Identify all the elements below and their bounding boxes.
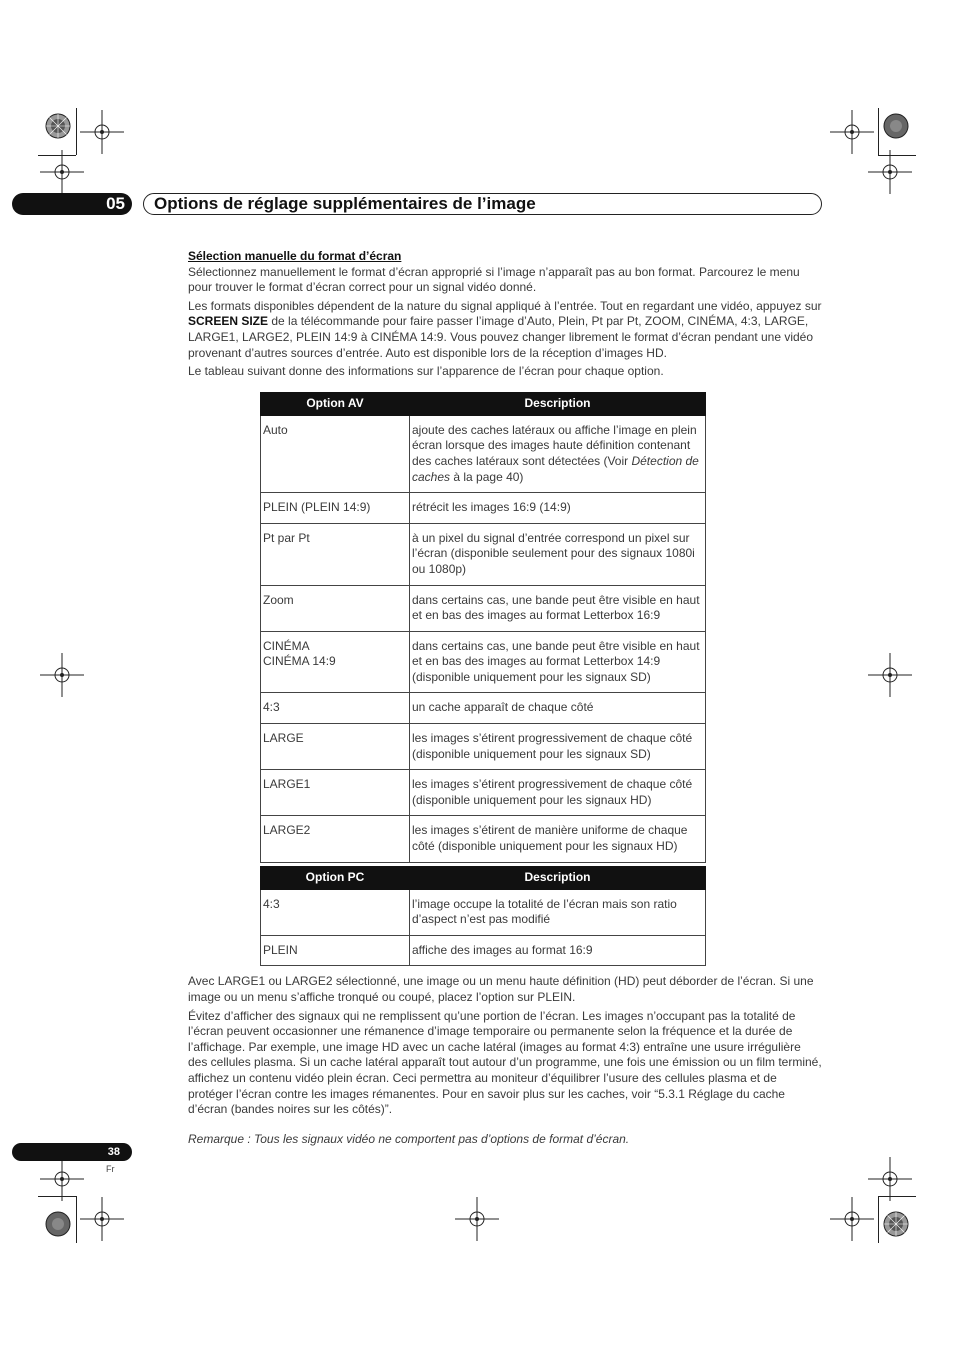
av-option-header: Option AV (261, 392, 410, 415)
description-text: à la page 40) (450, 469, 524, 484)
table-row (261, 415, 706, 492)
description-cell: l’image occupe la totalité de l’écran mais son ratio d’aspect n’est pas modifié (410, 889, 706, 935)
option-cell (261, 631, 410, 693)
registration-mark-icon (40, 150, 84, 194)
description-cell: les images s’étirent de manière uniforme de chaque côté (disponible uniquement pour les signaux HD) (410, 816, 706, 862)
table-row (261, 935, 706, 966)
table-row (261, 523, 706, 585)
registration-mark-icon (830, 1197, 874, 1241)
table-row (261, 889, 706, 935)
table-row (261, 770, 706, 816)
intro-paragraph: Sélectionnez manuellement le format d’écran approprié si l’image n’apparaît pas au bon format. Parcourez le menu pour trouver le format d’écran correct pour un signal vidéo donné. (188, 264, 800, 295)
burn-in-paragraph: Évitez d’afficher des signaux qui ne remplissent qu’une portion de l’écran. Les images n’occupant pas la totalité de l’écran peuvent occasionner une rémanence d’image temporaire ou permanente selon la fréquence et la durée de l’affichage. Par exemple, une image HD avec un cache latéral (images au format 4:3) entraîne une usure irrégulière des cellules plasma. Si un cache latéral apparaît tout autour d’un programme, une fois une émission ou un film terminé, affichez un contenu vidéo plein écran. Ceci permettra au moniteur d’équilibrer l’usure des cellules plasma et de protéger l’écran contre les images rémanentes. Pour en savoir plus sur les caches, voir “5.3.1 Réglage du cache d’écran (bandes noires sur les côtés)”. (188, 1008, 822, 1117)
option-cell: 4:3 (261, 693, 410, 724)
starburst-target-icon (44, 112, 72, 140)
description-cell: les images s’étirent progressivement de chaque côté (disponible uniquement pour les signaux HD) (410, 770, 706, 816)
section-title: Sélection manuelle du format d’écran (188, 249, 402, 263)
option-cell: Pt par Pt (261, 523, 410, 585)
table-row (261, 693, 706, 724)
formats-text-after: de la télécommande pour faire passer l’image d’Auto, Plein, Pt par Pt, ZOOM, CINÉMA, 4:3, LARGE, LARGE1, LARGE2, PLEIN 14:9 à CINÉMA 14:9. Vous pouvez changer librement le format d’écran pendant une vidéo provenant d’autres sources d’entrée. Auto est disponible lors de la réception d’images HD. (188, 314, 814, 360)
main-content (188, 249, 822, 1150)
option-cell: LARGE1 (261, 770, 410, 816)
gray-disc-icon (882, 112, 910, 140)
registration-mark-icon (40, 1157, 84, 1201)
pc-description-header: Description (410, 866, 706, 889)
registration-mark-icon (455, 1197, 499, 1241)
description-text: ajoute des caches latéraux ou affiche l’image en plein écran lorsque des images haute définition contenant des caches latéraux sont détectées (Voir (412, 422, 697, 468)
registration-mark-icon (868, 150, 912, 194)
remark-note: Remarque : Tous les signaux vidéo ne comportent pas d’options de format d’écran. (188, 1131, 630, 1146)
chapter-title: Options de réglage supplémentaires de l’image (143, 193, 822, 215)
av-options-table (260, 392, 706, 863)
overflow-paragraph: Avec LARGE1 ou LARGE2 sélectionné, une image ou un menu haute définition (HD) peut déborder de l’écran. Si une image ou un menu s’affiche tronqué ou coupé, placez l’option sur PLEIN. (188, 974, 814, 1004)
option-cell: PLEIN (261, 935, 410, 966)
pc-option-header: Option PC (261, 866, 410, 889)
pc-options-table (260, 866, 706, 967)
cross-reference-text: Détection de caches (412, 453, 699, 484)
table-intro-paragraph: Le tableau suivant donne des informations sur l’apparence de l’écran pour chaque option. (188, 364, 664, 379)
option-cell: 4:3 (261, 889, 410, 935)
page-number: 38 (12, 1143, 132, 1161)
registration-mark-icon (868, 1157, 912, 1201)
registration-mark-icon (80, 110, 124, 154)
formats-text-before: Les formats disponibles dépendent de la nature du signal appliqué à l’entrée. Tout en regardant une vidéo, appuyez sur (188, 298, 822, 313)
starburst-target-icon (882, 1210, 910, 1238)
option-text: CINÉMA 14:9 (263, 654, 336, 669)
description-cell: dans certains cas, une bande peut être visible en haut et en bas des images au format Letterbox 16:9 (410, 585, 706, 631)
table-row (261, 585, 706, 631)
gray-disc-icon (44, 1210, 72, 1238)
description-cell: affiche des images au format 16:9 (410, 935, 706, 966)
language-code: Fr (106, 1164, 115, 1174)
registration-mark-icon (830, 110, 874, 154)
registration-mark-icon (868, 653, 912, 697)
description-cell: rétrécit les images 16:9 (14:9) (410, 493, 706, 524)
description-cell: à un pixel du signal d’entrée correspond un pixel sur l’écran (disponible seulement pour des signaux 1080i ou 1080p) (410, 523, 706, 585)
table-row (261, 493, 706, 524)
chapter-number: 05 (12, 193, 132, 215)
description-cell: un cache apparaît de chaque côté (410, 693, 706, 724)
description-cell (410, 415, 706, 492)
table-row (261, 724, 706, 770)
option-text: CINÉMA (263, 638, 310, 653)
option-cell: PLEIN (PLEIN 14:9) (261, 493, 410, 524)
registration-mark-icon (40, 653, 84, 697)
option-cell: Auto (261, 415, 410, 492)
av-description-header: Description (410, 392, 706, 415)
table-row (261, 816, 706, 862)
option-cell: LARGE2 (261, 816, 410, 862)
registration-mark-icon (80, 1197, 124, 1241)
option-cell: LARGE (261, 724, 410, 770)
option-cell: Zoom (261, 585, 410, 631)
table-row (261, 631, 706, 693)
description-cell: les images s’étirent progressivement de chaque côté (disponible uniquement pour les signaux SD) (410, 724, 706, 770)
screen-size-keyword: SCREEN SIZE (188, 314, 269, 329)
formats-paragraph (188, 299, 822, 361)
description-cell: dans certains cas, une bande peut être visible en haut et en bas des images au format Letterbox 14:9 (disponible uniquement pour les signaux SD) (410, 631, 706, 693)
